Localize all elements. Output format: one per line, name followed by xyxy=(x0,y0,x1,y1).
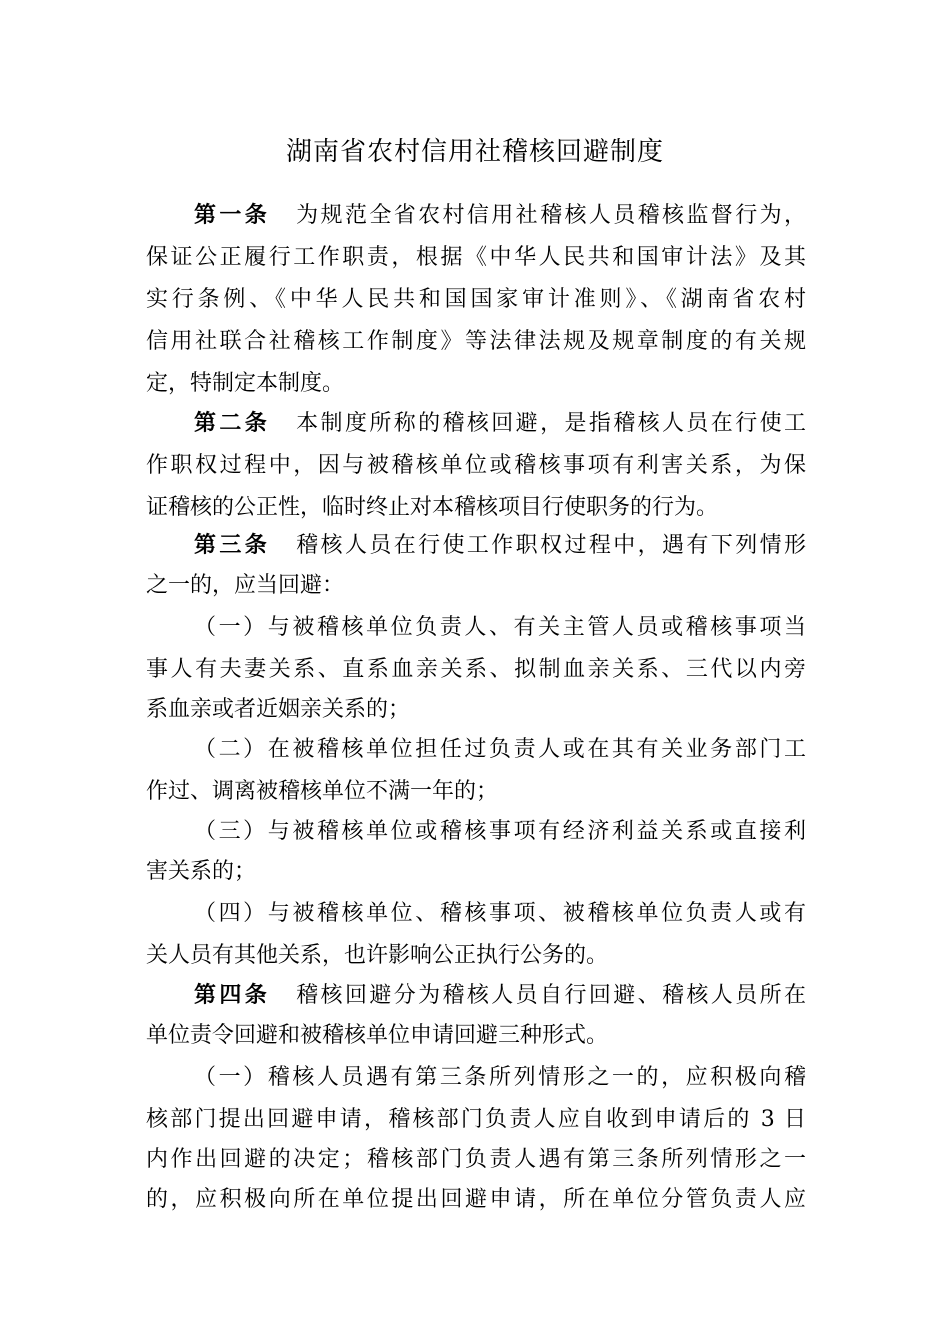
article-3-item-2-line-2: 作过、调离被稽核单位不满一年的； xyxy=(146,779,499,804)
article-3-item-3-line-1: （三）与被稽核单位或稽核事项有经济利益关系或直接利 xyxy=(194,819,806,844)
article-4-item-1-line-2: 核部门提出回避申请，稽核部门负责人应自收到申请后的 3 日 xyxy=(146,1107,806,1132)
article-3-line-1: 第三条 稽核人员在行使工作职权过程中，遇有下列情形 xyxy=(194,533,806,558)
article-4-line-1: 第四条 稽核回避分为稽核人员自行回避、稽核人员所在 xyxy=(194,983,806,1008)
article-2-line-2: 作职权过程中，因与被稽核单位或稽核事项有利害关系，为保 xyxy=(146,453,806,478)
article-2-label: 第二条 xyxy=(194,411,271,436)
article-4-line-2: 单位责令回避和被稽核单位申请回避三种形式。 xyxy=(146,1023,609,1048)
article-4-item-1-line-3: 内作出回避的决定；稽核部门负责人遇有第三条所列情形之一 xyxy=(146,1147,806,1172)
article-1-line-1: 第一条 为规范全省农村信用社稽核人员稽核监督行为， xyxy=(194,203,806,228)
document-title: 湖南省农村信用社稽核回避制度 xyxy=(285,137,664,167)
article-1-line-2: 保证公正履行工作职责，根据《中华人民共和国审计法》及其 xyxy=(146,245,806,270)
article-1-line-5: 定，特制定本制度。 xyxy=(146,371,345,396)
article-1-line-3: 实行条例、《中华人民共和国国家审计准则》、《湖南省农村 xyxy=(146,287,806,312)
article-3-item-4-line-1: （四）与被稽核单位、稽核事项、被稽核单位负责人或有 xyxy=(194,901,806,926)
article-1-label: 第一条 xyxy=(194,203,271,228)
article-2-line-3: 证稽核的公正性，临时终止对本稽核项目行使职务的行为。 xyxy=(146,495,719,520)
article-2-line-1: 第二条 本制度所称的稽核回避，是指稽核人员在行使工 xyxy=(194,411,806,436)
article-3-item-1-line-3: 系血亲或者近姻亲关系的； xyxy=(146,697,411,722)
article-3-item-4-line-2: 关人员有其他关系，也许影响公正执行公务的。 xyxy=(146,943,609,968)
article-3-item-2-line-1: （二）在被稽核单位担任过负责人或在其有关业务部门工 xyxy=(194,737,806,762)
article-4-item-1-line-1: （一）稽核人员遇有第三条所列情形之一的，应积极向稽 xyxy=(194,1065,806,1090)
article-1-line-4: 信用社联合社稽核工作制度》等法律法规及规章制度的有关规 xyxy=(146,329,806,354)
article-3-item-3-line-2: 害关系的； xyxy=(146,859,257,884)
article-4-label: 第四条 xyxy=(194,983,271,1008)
article-3-label: 第三条 xyxy=(194,533,271,558)
article-3-item-1-line-2: 事人有夫妻关系、直系血亲关系、拟制血亲关系、三代以内旁 xyxy=(146,657,806,682)
article-3-line-2: 之一的，应当回避： xyxy=(146,573,345,598)
article-3-item-1-line-1: （一）与被稽核单位负责人、有关主管人员或稽核事项当 xyxy=(194,615,806,640)
article-4-item-1-line-4: 的，应积极向所在单位提出回避申请，所在单位分管负责人应 xyxy=(146,1187,806,1212)
